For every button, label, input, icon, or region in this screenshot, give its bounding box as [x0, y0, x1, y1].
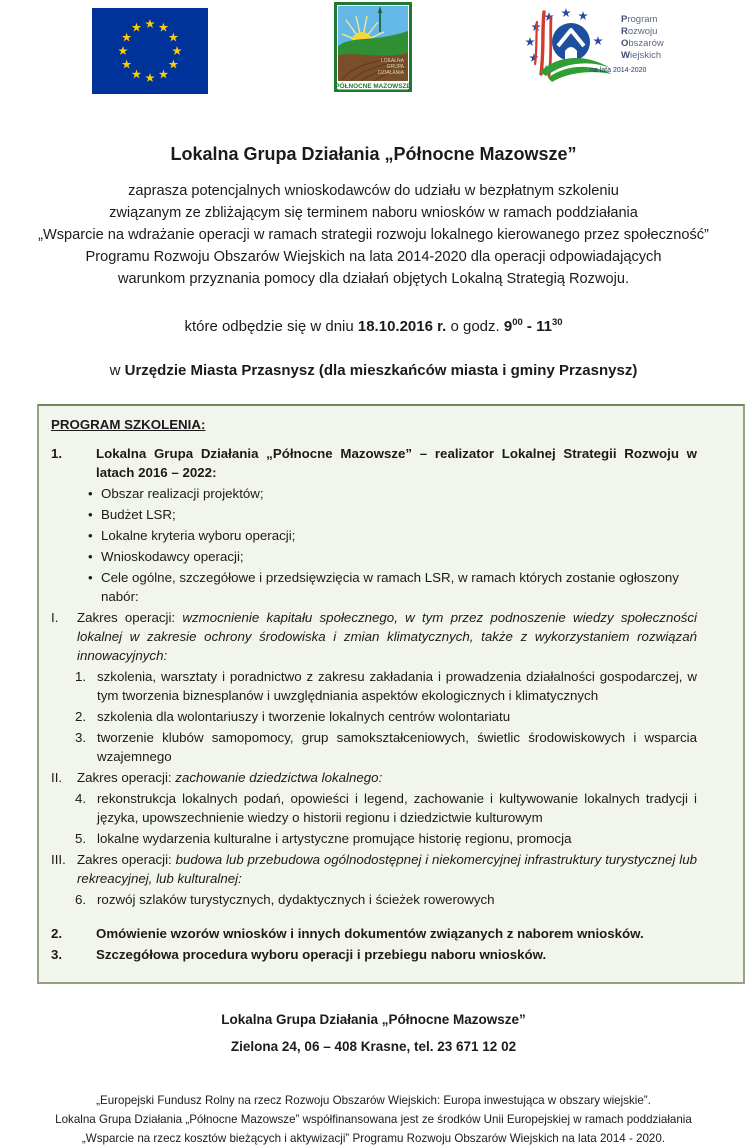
section-scope: wzmocnienie kapitału społecznego, w tym przez podnoszenie wiedzy społeczności lokalnej w zakresie ochrony środowiska i zmian klimatycznych, także z wykorzystaniem rozwiązań innowacyjnych:	[77, 610, 697, 663]
schedule-pre: które odbędzie się w dniu	[184, 318, 358, 335]
location-line	[0, 362, 747, 379]
bullet-text: Lokalne kryteria wyboru operacji;	[101, 528, 296, 543]
program-subitem	[51, 789, 697, 827]
program-subitem	[51, 829, 697, 848]
program-bottom-items	[51, 924, 697, 964]
section-label: Zakres operacji:	[77, 770, 176, 785]
section-number: III.	[51, 852, 66, 867]
contact-name: Lokalna Grupa Działania „Północne Mazowsze”	[221, 1012, 526, 1027]
bullet-text: Wnioskodawcy operacji;	[101, 549, 244, 564]
prow-word-initial: O	[621, 38, 629, 49]
svg-text:Obszarów	[621, 38, 664, 49]
section-scope: zachowanie dziedzictwa lokalnego:	[175, 770, 383, 785]
intro-line: związanym ze zbliżającym się terminem naboru wniosków w ramach poddziałania	[109, 205, 638, 221]
subitem-text: tworzenie klubów samopomocy, grup samokształceniowych, świetlic środowiskowych i wsparcia wzajemnego	[97, 730, 697, 764]
program-heading: PROGRAM SZKOLENIA:	[51, 417, 206, 432]
program-item-2	[51, 924, 697, 943]
intro-line: Programu Rozwoju Obszarów Wiejskich na lata 2014-2020 dla operacji odpowiadających	[85, 249, 662, 265]
footer-line: „Wsparcie na rzecz kosztów bieżących i aktywizacji” Programu Rozwoju Obszarów Wiejskich na lata 2014 - 2020.	[81, 1132, 666, 1145]
prow-word-initial: P	[621, 14, 628, 25]
page-title: Lokalna Grupa Działania „Północne Mazowsze”	[170, 144, 577, 164]
bullet-icon: •	[88, 570, 93, 585]
lgd-inner-text: GRUPA	[386, 64, 404, 70]
program-section-II	[51, 768, 697, 787]
schedule-sep: -	[522, 318, 537, 335]
bullet-text: Cele ogólne, szczegółowe i przedsięwzięcia w ramach LSR, w ramach których zostanie ogłoszony nabór:	[101, 570, 679, 604]
schedule-time-end-sup: 30	[551, 317, 563, 328]
section-number: II.	[51, 770, 63, 785]
svg-text:Rozwoju	[621, 26, 657, 37]
footer-block	[0, 1091, 747, 1148]
schedule-date: 18.10.2016 r.	[357, 318, 447, 335]
schedule-line	[0, 317, 747, 335]
item-number: 2.	[51, 926, 63, 941]
footer-line: „Europejski Fundusz Rolny na rzecz Rozwoju Obszarów Wiejskich: Europa inwestująca w obszary wiejskie”.	[96, 1094, 651, 1107]
prow-word-initial: R	[621, 26, 628, 37]
program-subitem	[51, 667, 697, 705]
subitem-number: 4.	[75, 791, 87, 806]
svg-text:Program	[621, 14, 658, 25]
subitem-number: 5.	[75, 831, 87, 846]
schedule-time-start: 9	[503, 318, 513, 335]
subitem-number: 1.	[75, 669, 87, 684]
program-item-3	[51, 945, 697, 964]
program-section-I	[51, 608, 697, 665]
item-number: 3.	[51, 947, 63, 962]
intro-paragraph	[0, 180, 747, 290]
program-box	[37, 404, 745, 984]
location-main: Urzędzie Miasta Przasnysz (dla mieszkańców miasta i gminy Przasnysz)	[124, 362, 638, 379]
program-bullet	[51, 526, 697, 545]
section-number: I.	[51, 610, 59, 625]
section-scope: budowa lub przebudowa ogólnodostępnej i niekomercyjnej infrastruktury turystycznej lub rekreacyjnej, lub kulturalnej:	[77, 852, 697, 886]
prow-word-rest: rogram	[627, 14, 658, 25]
schedule-time-end: 11	[536, 318, 552, 335]
lgd-inner-text: DZIAŁANIA	[378, 70, 404, 76]
prow-subtitle: na lata 2014-2020	[590, 67, 647, 74]
program-bullet	[51, 547, 697, 566]
item-number: 1.	[51, 446, 63, 461]
subitem-number: 2.	[75, 709, 87, 724]
program-subitem	[51, 728, 697, 766]
subitem-text: rozwój szlaków turystycznych, dydaktycznych i ścieżek rowerowych	[97, 892, 495, 907]
program-item-1	[51, 444, 697, 482]
lgd-inner-text: LOKALNA	[380, 58, 404, 64]
lgd-band-text: PÓŁNOCNE MAZOWSZE	[335, 83, 411, 90]
bullet-text: Budżet LSR;	[101, 507, 176, 522]
bullet-icon: •	[88, 528, 93, 543]
intro-line: warunkom przyznania pomocy dla działań objętych Lokalną Strategią Rozwoju.	[117, 271, 630, 287]
program-bullet	[51, 568, 697, 606]
subitem-text: lokalne wydarzenia kulturalne i artystyczne promujące historię regionu, promocja	[97, 831, 572, 846]
prow-word-rest: iejskich	[629, 50, 662, 61]
section-label: Zakres operacji:	[77, 852, 176, 867]
prow-logo	[518, 8, 668, 91]
section-label: Zakres operacji:	[77, 610, 183, 625]
subitem-number: 3.	[75, 730, 87, 745]
program-subitem	[51, 890, 697, 909]
bullet-text: Obszar realizacji projektów;	[101, 486, 264, 501]
schedule-mid: o godz.	[446, 318, 504, 335]
prow-word-rest: bszarów	[628, 38, 664, 49]
eu-flag-icon	[92, 8, 208, 99]
bullet-icon: •	[88, 549, 93, 564]
svg-text:Wiejskich	[621, 50, 661, 61]
logo-row	[0, 0, 747, 104]
location-pre: w	[109, 362, 125, 379]
footer-line: Lokalna Grupa Działania „Północne Mazowsze” współfinansowana jest ze środków Unii Europejskiej w ramach poddziałania	[55, 1113, 692, 1126]
prow-word-initial: W	[621, 50, 630, 61]
subitem-number: 6.	[75, 892, 87, 907]
program-bullet	[51, 505, 697, 524]
subitem-text: szkolenia, warsztaty i poradnictwo z zakresu zakładania i prowadzenia działalności gospodarczej, w tym tworzenia biznesplanów i uwzględniania aspektów ekologicznych i klimatycznych	[97, 669, 697, 703]
program-bullet	[51, 484, 697, 503]
intro-line: „Wsparcie na wdrażanie operacji w ramach strategii rozwoju lokalnego kierowanego przez społeczność”	[38, 227, 709, 243]
intro-line: zaprasza potencjalnych wnioskodawców do udziału w bezpłatnym szkoleniu	[128, 183, 619, 199]
item-text: Szczegółowa procedura wyboru operacji i przebiegu naboru wniosków.	[96, 947, 547, 962]
contact-block	[0, 1012, 747, 1054]
lgd-polnocne-mazowsze-logo	[334, 2, 412, 97]
bullet-icon: •	[88, 507, 93, 522]
subitem-text: szkolenia dla wolontariuszy i tworzenie lokalnych centrów wolontariatu	[97, 709, 511, 724]
subitem-text: rekonstrukcja lokalnych podań, opowieści i legend, zachowanie i kultywowanie lokalnych tradycji i języka, upowszechnienie wiedzy o historii regionu i dziedzictwie kulturowym	[97, 791, 697, 825]
program-section-III	[51, 850, 697, 888]
bullet-icon: •	[88, 486, 93, 501]
program-subitem	[51, 707, 697, 726]
item-text: Lokalna Grupa Działania „Północne Mazowsze” – realizator Lokalnej Strategii Rozwoju w latach 2016 – 2022:	[96, 446, 697, 480]
contact-address: Zielona 24, 06 – 408 Krasne, tel. 23 671 12 02	[230, 1039, 517, 1054]
prow-word-rest: ozwoju	[627, 26, 658, 37]
schedule-time-start-sup: 00	[512, 317, 523, 328]
item-text: Omówienie wzorów wniosków i innych dokumentów związanych z naborem wniosków.	[96, 926, 644, 941]
